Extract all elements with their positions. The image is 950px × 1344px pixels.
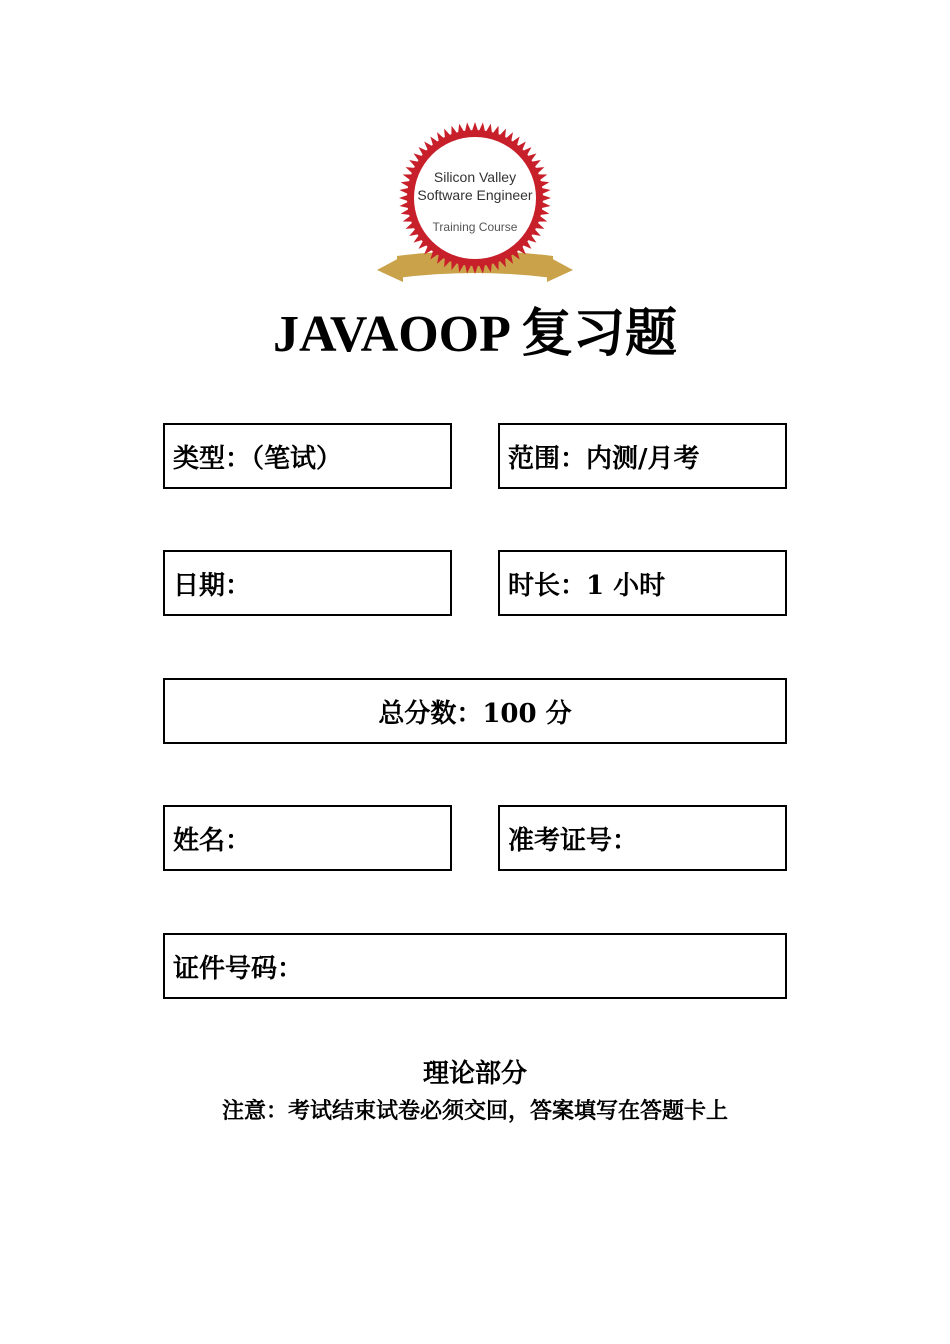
exam-notice: 注意：考试结束试卷必须交回，答案填写在答题卡上 [221, 1098, 728, 1124]
duration-field-box [498, 550, 787, 616]
date-field-label: 日期： [173, 570, 252, 601]
type-field-label: 类型：（笔试） [173, 443, 343, 474]
name-field-box [163, 805, 452, 871]
document-title: JAVAOOP 复习题 [272, 306, 678, 363]
duration-field-label: 时长：1 小时 [508, 570, 666, 601]
id-number-field-label: 证件号码： [173, 953, 304, 984]
training-course-logo [373, 122, 577, 287]
total-score-box [163, 678, 787, 744]
exam-number-field-box [498, 805, 787, 871]
section-heading: 理论部分 [422, 1059, 527, 1089]
name-field-label: 姓名： [173, 825, 252, 856]
logo-line-3: Training Course [432, 220, 518, 234]
date-field-box [163, 550, 452, 616]
type-field-box [163, 423, 452, 489]
scope-field-label: 范围：内测/月考 [508, 443, 700, 474]
total-score-label: 总分数：100 分 [378, 698, 572, 729]
logo-line-1: Silicon Valley [433, 169, 517, 185]
seal-emblem [373, 122, 577, 287]
exam-number-field-label: 准考证号： [508, 825, 639, 856]
id-number-field-box [163, 933, 787, 999]
scope-field-box [498, 423, 787, 489]
logo-line-2: Software Engineer [417, 187, 533, 203]
